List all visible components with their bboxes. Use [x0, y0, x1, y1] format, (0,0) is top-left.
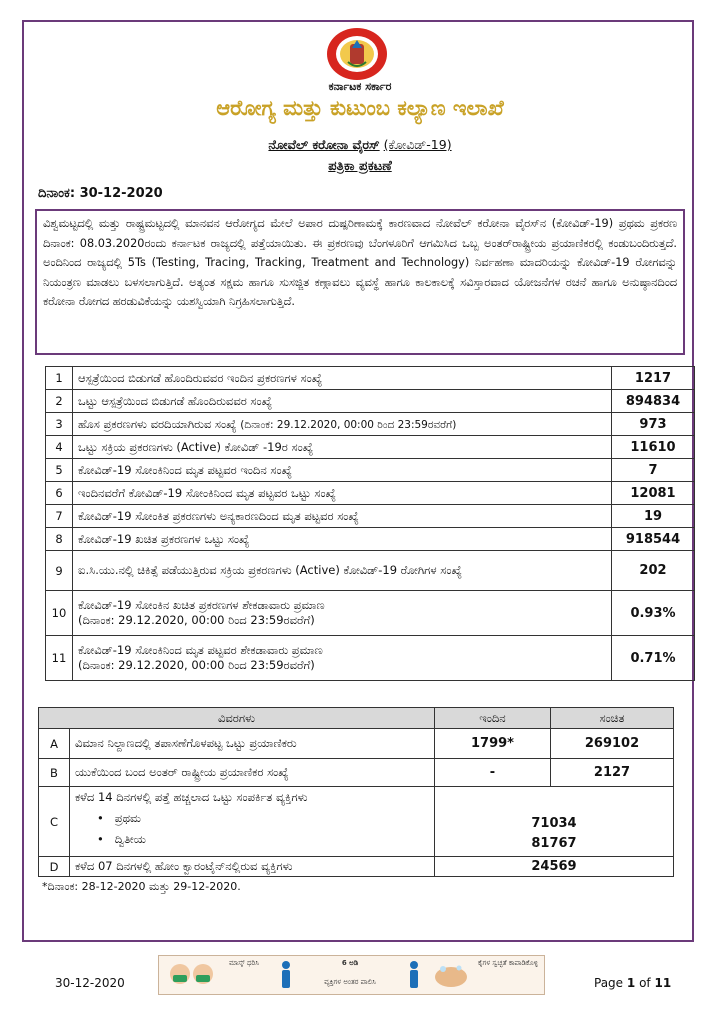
row-today: -	[435, 759, 551, 787]
press-release-heading: ಪತ್ರಿಕಾ ಪ್ರಕಟಣೆ	[328, 159, 392, 174]
subtitle	[0, 137, 720, 153]
covid-stats-table	[45, 366, 695, 681]
contact-primary-value: 71034	[531, 816, 577, 831]
row-number: 2	[46, 390, 73, 413]
row-label: ಕೋವಿಡ್-19 ಸೋಂಕಿತ ಪ್ರಕರಣಗಳು ಅನ್ಯಕಾರಣದಿಂದ ಮೃತ ಪಟ್ಟವರ ಸಂಖ್ಯೆ	[73, 505, 612, 528]
travel-contacts-table	[38, 707, 674, 877]
row-label: ಕೋವಿಡ್-19 ಸೋಂಕಿನಿಂದ ಮೃತ ಪಟ್ಟವರ ಶೇಕಡಾವಾರು ಪ್ರಮಾಣ	[78, 643, 323, 657]
row-number: 7	[46, 505, 73, 528]
banner-hands-text: ಕೈಗಳ ಸ್ವಚ್ಛತೆ ಕಾಪಾಡಿಕೊಳ್ಳಿ	[477, 959, 539, 967]
row-number: 11	[46, 636, 73, 681]
row-value: 973	[612, 413, 695, 436]
row-value: 7	[612, 459, 695, 482]
contact-values-cell	[435, 787, 674, 857]
contact-primary-label-wrap: • ಪ್ರಥಮ	[97, 811, 141, 825]
row-number: 6	[46, 482, 73, 505]
row-value: 1217	[612, 367, 695, 390]
row-letter: B	[39, 759, 70, 787]
footnote: *ದಿನಾಂಕ: 28-12-2020 ಮತ್ತು 29-12-2020.	[42, 880, 241, 893]
page-number	[594, 976, 671, 990]
person-right-icon	[407, 960, 421, 990]
table-row	[39, 759, 674, 787]
banner-mask-text: ಮಾಸ್ಕ್ ಧರಿಸಿ	[229, 959, 259, 967]
row-value: 12081	[612, 482, 695, 505]
row-number: 10	[46, 591, 73, 636]
hand-wash-icon	[431, 961, 471, 989]
subtitle-covid-tag: (ಕೋವಿಡ್-19)	[383, 137, 452, 152]
date-value: 30-12-2020	[79, 186, 163, 201]
page-total: 11	[654, 976, 672, 990]
row-label: ಒಟ್ಟು ಆಸ್ಪತ್ರೆಯಿಂದ ಬಿಡುಗಡೆ ಹೊಂದಿರುವವರ ಸಂಖ್ಯೆ	[73, 390, 612, 413]
row-value: 24569	[435, 857, 674, 877]
row-sub-label: (ದಿನಾಂಕ: 29.12.2020, 00:00 ರಿಂದ 23:59ರವರೆಗೆ)	[240, 418, 457, 431]
page-current: 1	[626, 976, 636, 990]
row-label: ಒಟ್ಟು ಸಕ್ರಿಯ ಪ್ರಕರಣಗಳು (Active) ಕೋವಿಡ್ -19ರ ಸಂಖ್ಯೆ	[73, 436, 612, 459]
row-label: ಹೊಸ ಪ್ರಕರಣಗಳು ವರದಿಯಾಗಿರುವ ಸಂಖ್ಯೆ	[78, 416, 237, 431]
row-value: 894834	[612, 390, 695, 413]
date-label: ದಿನಾಂಕ:	[38, 186, 76, 201]
header-details: ವಿವರಗಳು	[39, 708, 435, 729]
row-label: ವಿಮಾನ ನಿಲ್ದಾಣದಲ್ಲಿ ತಪಾಸಣೆಗೊಳಪಟ್ಟ ಒಟ್ಟು ಪ್ರಯಾಣಿಕರು	[70, 729, 435, 759]
table-row	[46, 413, 695, 436]
row-label: ಕಳೆದ 07 ದಿನಗಳಲ್ಲಿ ಹೋಂ ಕ್ವಾರಂಟೈನ್‌ನಲ್ಲಿರುವ ವ್ಯಕ್ತಿಗಳು	[70, 857, 435, 877]
row-label: ಕಳೆದ 14 ದಿನಗಳಲ್ಲಿ ಪತ್ತೆ ಹಚ್ಚಲಾದ ಒಟ್ಟು ಸಂಪರ್ಕಿತ ವ್ಯಕ್ತಿಗಳು	[75, 790, 308, 804]
row-label: ಯುಕೆಯಿಂದ ಬಂದ ಅಂತರ್ ರಾಷ್ಟ್ರೀಯ ಪ್ರಯಾಣಿಕರ ಸಂಖ್ಯೆ	[70, 759, 435, 787]
department-title: ಆರೋಗ್ಯ ಮತ್ತು ಕುಟುಂಬ ಕಲ್ಯಾಣ ಇಲಾಖೆ	[216, 96, 504, 120]
safety-banner	[158, 955, 545, 995]
karnataka-emblem-icon	[322, 26, 392, 82]
banner-distance-text: 6 ಅಡಿ	[341, 959, 359, 967]
row-label: ಐ.ಸಿ.ಯು.ನಲ್ಲಿ ಚಿಕಿತ್ಸೆ ಪಡೆಯುತ್ತಿರುವ ಸಕ್ರಿಯ ಪ್ರಕರಣಗಳು (Active) ಕೋವಿಡ್-19 ರೋಗಿಗಳ ಸಂಖ್ಯೆ	[73, 551, 612, 591]
header-today: ಇಂದಿನ	[435, 708, 551, 729]
row-value: 0.71%	[612, 636, 695, 681]
row-label-cell	[70, 787, 435, 857]
table-row	[46, 636, 695, 681]
banner-distance-subtext: ವ್ಯಕ್ತಿಗಳ ಅಂತರ ಪಾಲಿಸಿ	[324, 978, 376, 986]
row-today: 1799*	[435, 729, 551, 759]
release-date	[38, 186, 163, 201]
contact-secondary-label: ದ್ವಿತೀಯ	[114, 832, 146, 846]
row-label-cell	[73, 591, 612, 636]
row-number: 8	[46, 528, 73, 551]
row-cumulative: 2127	[551, 759, 674, 787]
table-row	[46, 459, 695, 482]
table-row	[46, 436, 695, 459]
row-label-cell	[73, 413, 612, 436]
row-cumulative: 269102	[551, 729, 674, 759]
row-value: 11610	[612, 436, 695, 459]
row-label: ಆಸ್ಪತ್ರೆಯಿಂದ ಬಿಡುಗಡೆ ಹೊಂದಿರುವವರ ಇಂದಿನ ಪ್ರಕರಣಗಳ ಸಂಖ್ಯೆ	[73, 367, 612, 390]
subtitle-virus-name: ನೋವೆಲ್ ಕರೋನಾ ವೈರಸ್	[268, 137, 380, 152]
row-letter: A	[39, 729, 70, 759]
row-value: 0.93%	[612, 591, 695, 636]
government-name: ಕರ್ನಾಟಕ ಸರ್ಕಾರ	[328, 80, 392, 93]
row-number: 4	[46, 436, 73, 459]
table-row	[39, 787, 674, 857]
table-row	[46, 591, 695, 636]
intro-paragraph: ವಿಶ್ವಮಟ್ಟದಲ್ಲಿ ಮತ್ತು ರಾಷ್ಟ್ರಮಟ್ಟದಲ್ಲಿ ಮಾನವನ ಆರೋಗ್ಯದ ಮೇಲೆ ಅಪಾರ ದುಷ್ಪರಿಣಾಮಕ್ಕೆ ಕಾರಣವಾದ ನೋವೆಲ್ ಕರೋನಾ ವೈರಸ್‌ನ (ಕೋವಿಡ್-19) ಪ್ರಥಮ ಪ್ರಕರಣ ದಿನಾಂಕ: 08.03.2020ರಂದು ಕರ್ನಾಟಕ ರಾಜ್ಯದಲ್ಲಿ ಪತ್ತೆಯಾಯಿತು. ಈ ಪ್ರಕರಣವು ಬೆಂಗಳೂರಿಗೆ ಆಗಮಿಸಿದ ಒಬ್ಬ ಅಂತರ್‌ರಾಷ್ಟ್ರೀಯ ಪ್ರಯಾಣಿಕರಲ್ಲಿ ಕಂಡುಬಂದಿರುತ್ತದೆ. ಅಂದಿನಿಂದ ರಾಜ್ಯದಲ್ಲಿ 5Ts (Testing, Tracing, Tracking, Treatment and Technology) ನಿರ್ವಹಣಾ ಮಾದರಿಯನ್ನು ಕೋವಿಡ್-19 ರೋಗವನ್ನು ನಿಯಂತ್ರಣ ಮಾಡಲು ಬಳಸಲಾಗುತ್ತಿದೆ. ಅತ್ಯಂತ ಸಕ್ಷಮ ಹಾಗೂ ಸುಸಜ್ಜಿತ ಕಣ್ಗಾವಲು ವ್ಯವಸ್ಥೆ ಹಾಗೂ ಕಾಲಕಾಲಕ್ಕೆ ಸವಿಸ್ತಾರವಾದ ಯೋಜನೆಗಳ ರಚನೆ ಹಾಗೂ ಅನುಷ್ಠಾನದಿಂದ ಕರೋನಾ ರೋಗದ ಹರಡುವಿಕೆಯನ್ನು ಯಶಸ್ವಿಯಾಗಿ ನಿಗ್ರಹಿಸಲಾಗುತ್ತಿದೆ.	[35, 209, 685, 355]
footer-date: 30-12-2020	[55, 976, 125, 990]
contact-secondary-label-wrap: • ದ್ವಿತೀಯ	[97, 832, 146, 846]
table-row	[46, 367, 695, 390]
header-cumulative: ಸಂಚಿತ	[551, 708, 674, 729]
table-header-row	[39, 708, 674, 729]
row-value: 19	[612, 505, 695, 528]
table-row	[46, 551, 695, 591]
table-row	[39, 729, 674, 759]
mask-icon	[167, 960, 217, 990]
row-number: 1	[46, 367, 73, 390]
page-of: of	[639, 976, 651, 990]
row-label: ಕೋವಿಡ್-19 ಖಚಿತ ಪ್ರಕರಣಗಳ ಒಟ್ಟು ಸಂಖ್ಯೆ	[73, 528, 612, 551]
row-letter: D	[39, 857, 70, 877]
row-letter: C	[39, 787, 70, 857]
row-sub-label: (ದಿನಾಂಕ: 29.12.2020, 00:00 ರಿಂದ 23:59ರವರೆಗೆ)	[78, 613, 315, 627]
row-label: ಇಂದಿನವರೆಗೆ ಕೋವಿಡ್-19 ಸೋಂಕಿನಿಂದ ಮೃತ ಪಟ್ಟವರ ಒಟ್ಟು ಸಂಖ್ಯೆ	[73, 482, 612, 505]
row-label: ಕೋವಿಡ್-19 ಸೋಂಕಿನ ಖಚಿತ ಪ್ರಕರಣಗಳ ಶೇಕಡಾವಾರು ಪ್ರಮಾಣ	[78, 598, 325, 612]
row-number: 9	[46, 551, 73, 591]
table-row	[46, 390, 695, 413]
row-sub-label: (ದಿನಾಂಕ: 29.12.2020, 00:00 ರಿಂದ 23:59ರವರೆಗೆ)	[78, 658, 315, 672]
table-row	[46, 528, 695, 551]
table-row	[39, 857, 674, 877]
row-label: ಕೋವಿಡ್-19 ಸೋಂಕಿನಿಂದ ಮೃತ ಪಟ್ಟವರ ಇಂದಿನ ಸಂಖ್ಯೆ	[73, 459, 612, 482]
page-prefix: Page	[594, 976, 624, 990]
row-label-cell	[73, 636, 612, 681]
row-value: 918544	[612, 528, 695, 551]
row-number: 3	[46, 413, 73, 436]
row-number: 5	[46, 459, 73, 482]
table-row	[46, 505, 695, 528]
contact-primary-label: ಪ್ರಥಮ	[114, 811, 141, 825]
contact-secondary-value: 81767	[531, 836, 577, 851]
row-value: 202	[612, 551, 695, 591]
person-left-icon	[279, 960, 293, 990]
table-row	[46, 482, 695, 505]
